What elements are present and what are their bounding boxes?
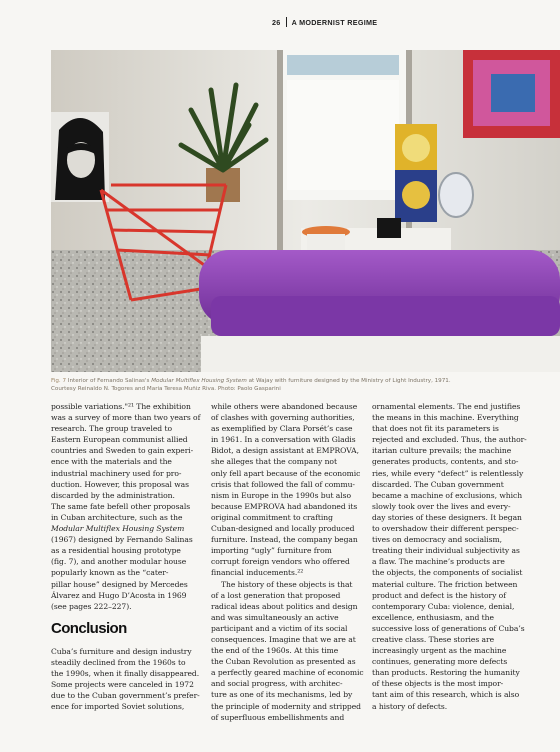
body-line: increasingly urgent as the machine <box>372 646 507 656</box>
body-line: was a survey of more than two years of <box>51 413 201 423</box>
body-line: a perfectly geared machine of economic <box>211 668 364 678</box>
body-line: original commitment to crafting <box>211 512 333 522</box>
body-line: furniture. Instead, the company began <box>211 535 358 545</box>
body-line: because EMPROVA had abandoned its <box>211 501 358 511</box>
interior-photo <box>51 50 560 372</box>
body-line: the end of the 1960s. At this time <box>211 646 339 656</box>
body-line: continues, generating more defects <box>372 657 508 667</box>
body-line: crisis that followed the fall of commu- <box>211 479 355 489</box>
body-line: Álvarez and Hugo D’Acosta in 1969 <box>51 590 187 600</box>
body-line: day stories of these designers. It began <box>372 512 522 522</box>
body-line-italic: Modular Multiflex Housing System <box>51 524 185 534</box>
body-line: a flaw. The machine’s products are <box>372 557 505 567</box>
body-line: contemporary Cuba: violence, denial, <box>372 601 515 611</box>
body-line: Bidot, a design assistant at EMPROVA, <box>211 446 359 456</box>
body-line: the 1990s, when it finally disappeared. <box>51 668 200 678</box>
body-line: participant and a victim of its social <box>211 623 348 633</box>
body-line: of superfluous embellishments and <box>211 712 345 722</box>
body-line: slowly took over the lives and every- <box>372 501 511 511</box>
body-line: countries and Sweden to gain experi- <box>51 446 194 456</box>
section-heading: Conclusion <box>51 619 127 637</box>
body-line: industrial machinery used for pro- <box>51 468 182 478</box>
body-line: while others were abandoned because <box>211 402 358 411</box>
body-line: only fell apart because of the economic <box>211 468 361 478</box>
poster-portrait <box>51 112 109 202</box>
body-line: the means in this machine. Everything <box>372 413 519 423</box>
body-line: treating their individual subjectivity as <box>372 546 520 556</box>
body-line: of a lost generation that proposed <box>211 590 341 600</box>
body-line: to overshadow their different perspec- <box>372 524 519 534</box>
body-line: tant aim of this research, which is also <box>372 690 520 700</box>
running-head <box>272 17 377 27</box>
purple-sofa <box>199 250 560 372</box>
body-line: Some projects were canceled in 1972 <box>51 680 194 690</box>
body-line: ries, while every “defect” is relentlessly <box>372 468 524 478</box>
body-line: and social progress, with architec- <box>211 679 343 689</box>
body-line: the principle of modernity and stripped <box>211 701 361 711</box>
body-line: possible variations."²¹ The exhibition <box>51 402 191 411</box>
body-line: material culture. The friction between <box>372 579 518 589</box>
body-line: generates products, contents, and sto- <box>372 457 519 467</box>
body-line: product and defect is the history of <box>372 590 506 600</box>
body-line: radical ideas about politics and design <box>211 601 358 611</box>
body-line: (1967) designed by Fernando Salinas <box>51 535 193 545</box>
body-line: (see pages 222–227). <box>51 601 132 611</box>
body-line: itarian culture prevails; the machine <box>372 446 512 456</box>
body-line: as exemplified by Clara Porsét’s case <box>211 424 353 434</box>
body-line: than products. Restoring the humanity <box>372 668 520 678</box>
body-line: corrupt foreign vendors who offered <box>211 557 350 567</box>
body-line: excellence, enthusiasm, and the <box>372 612 494 622</box>
body-line: (fig. 7), and another modular house <box>51 557 187 567</box>
body-line: the Cuban Revolution as presented as <box>211 657 356 667</box>
text-column-1 <box>51 401 201 712</box>
body-line: research. The group traveled to <box>51 424 172 434</box>
body-line: nism in Europe in the 1990s but also <box>211 490 352 500</box>
body-line: of clashes with governing authorities, <box>211 413 355 423</box>
text-column-2 <box>211 401 363 723</box>
body-line: creative class. These stories are <box>372 634 495 644</box>
body-line: of these objects is the most impor- <box>372 679 504 689</box>
body-line: consequences. Imagine that we are at <box>211 634 356 644</box>
body-line: pillar house” designed by Mercedes <box>51 579 188 589</box>
body-line: The history of these objects is that <box>221 579 353 589</box>
body-line: Cuban-designed and locally produced <box>211 524 355 534</box>
caption-credit: Courtesy Reinaldo N. Togores and Maria Teresa Muñiz Riva. Photo: Paolo Gasparini <box>51 386 281 392</box>
body-line: ornamental elements. The end justifies <box>372 402 521 411</box>
body-line: steadily declined from the 1960s to <box>51 657 186 667</box>
caption-title-italic: Modular Multiflex Housing System <box>151 378 247 384</box>
body-line: ture as one of its mechanisms, led by <box>211 690 353 700</box>
body-line: popularly known as the “cater- <box>51 568 169 578</box>
body-line: duction. However, this proposal was <box>51 479 189 489</box>
body-line: the objects, the components of socialist <box>372 568 523 578</box>
caption-text-pre: Interior of Fernando Salinas's <box>67 378 152 384</box>
body-line: in 1961. In a conversation with Gladis <box>211 435 356 445</box>
caption-text-post: at Wajay with furniture designed by the Ministry of Light Industry, 1971. <box>246 378 451 384</box>
body-line: ence with the materials and the <box>51 457 172 467</box>
text-column-3 <box>372 401 532 712</box>
figure-caption <box>51 377 551 393</box>
body-line: and was simultaneously an active <box>211 612 339 622</box>
running-head-divider <box>286 17 287 27</box>
body-line: due to the Cuban government’s prefer- <box>51 691 200 701</box>
body-line: discarded by the administration. <box>51 490 175 500</box>
body-line: as a residential housing prototype <box>51 546 181 556</box>
body-line: importing “ugly” furniture from <box>211 546 332 556</box>
body-line: a history of defects. <box>372 701 448 711</box>
figure-label: Fig. 7 <box>51 378 67 384</box>
body-line: that does not fit its parameters is <box>372 424 499 434</box>
body-line: financial inducements.²² <box>211 568 304 578</box>
body-line: she alleges that the company not <box>211 457 337 467</box>
body-line: in Cuban architecture, such as the <box>51 512 183 522</box>
body-line: rejected and excluded. Thus, the author- <box>372 435 527 445</box>
page-number: 26 <box>272 17 281 27</box>
body-line: tives on democracy and socialism, <box>372 535 503 545</box>
running-head-title: A MODERNIST REGIME <box>291 17 378 27</box>
body-line: successive loss of generations of Cuba’s <box>372 623 525 633</box>
body-line: discarded. The Cuban government <box>372 479 504 489</box>
body-line: became a machine of exclusions, which <box>372 490 523 500</box>
body-line: The same fate befell other proposals <box>51 501 191 511</box>
body-line: Cuba’s furniture and design industry <box>51 646 192 656</box>
body-line: ence for imported Soviet solutions, <box>51 702 185 712</box>
body-line: Eastern European communist allied <box>51 435 188 445</box>
